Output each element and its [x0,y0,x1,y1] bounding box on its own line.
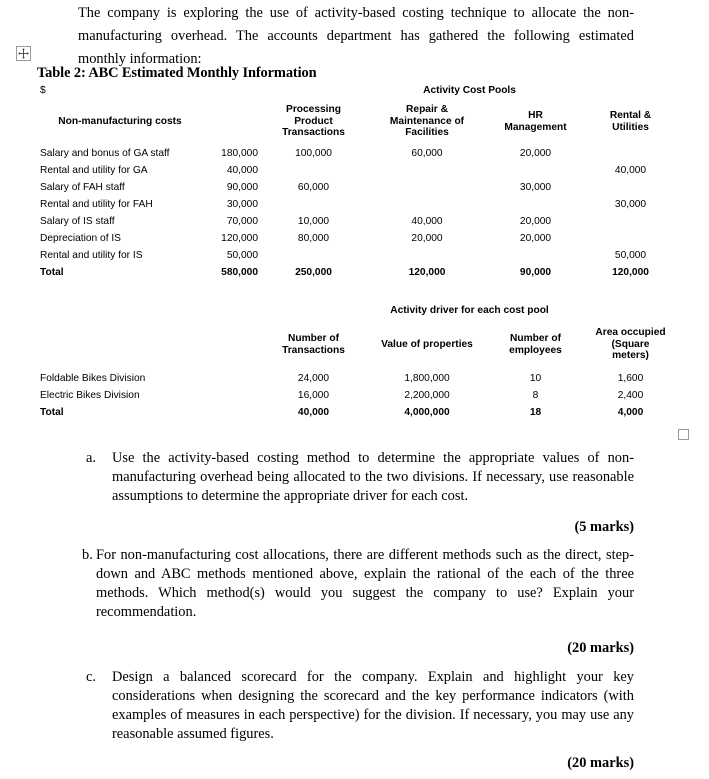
abc-total-row [37,264,678,282]
row-label: Salary and bonus of GA staff [40,147,170,159]
table-resize-handle[interactable] [678,429,689,440]
total-column-header [203,98,261,145]
driver-row-label-header [37,303,261,370]
spacer-cell [37,282,583,298]
total-label: Total [40,407,64,419]
header-line: (Square [611,338,650,350]
activity-driver-header: Activity driver for each cost pool [390,305,549,317]
total-cell-area: 4,000 [617,407,644,419]
move-cross-icon [17,47,30,60]
table-row [37,387,678,404]
cell-total: 120,000 [221,232,258,244]
table-row [37,213,678,230]
header-line: Management [504,121,567,133]
row-label: Salary of FAH staff [40,181,125,193]
table-move-handle[interactable] [16,46,31,61]
question-c-marks: (20 marks) [567,755,634,771]
cell-repair [366,196,488,213]
cell-processing: 80,000 [297,232,330,244]
cell-total: 50,000 [226,249,258,261]
cell-total: 40,000 [226,164,258,176]
header-line: Rental & [609,110,652,121]
row-label: Salary of IS staff [40,215,115,227]
cell-total: 180,000 [221,147,258,159]
header-line: Number of [510,333,561,344]
header-line: Utilities [612,121,649,133]
driver-total-row [37,404,678,422]
table-row [37,230,678,247]
total-cell-hr: 90,000 [519,267,552,279]
cell-repair [366,162,488,179]
row-label: Depreciation of IS [40,232,121,244]
table-row [37,247,678,264]
activity-cost-pools-header: Activity Cost Pools [423,85,516,97]
total-cell-transactions: 40,000 [297,407,330,419]
total-cell-properties: 4,000,000 [404,407,450,419]
row-label: Rental and utility for FAH [40,198,153,210]
row-label: Electric Bikes Division [40,389,140,401]
table-spacer-row [37,282,678,298]
column-header-area [583,319,678,370]
row-label: Rental and utility for IS [40,249,143,261]
table-caption: Table 2: ABC Estimated Monthly Information [37,65,317,81]
table-row [37,162,678,179]
abc-estimated-monthly-table [37,84,678,298]
question-a [86,449,634,536]
cell-transactions: 16,000 [297,389,330,401]
cell-repair: 60,000 [411,147,443,159]
question-b-text: For non-manufacturing cost allocations, there are different methods such as the direct, step-down and ABC methods mentioned above, explain the rational of the each of the three methods. Which method(s) would you suggest the company to use? Explain your recommendation. [96,547,634,620]
column-header-employees [488,319,583,370]
header-line: Product [294,115,333,127]
table-row [37,196,678,213]
column-header-rental [583,98,678,145]
question-b-marker: b. [82,547,93,563]
cell-properties: 2,200,000 [404,389,450,401]
row-label: Foldable Bikes Division [40,372,146,384]
cell-rental: 30,000 [614,198,647,210]
question-b-marks: (20 marks) [567,640,634,656]
cell-rental: 50,000 [614,249,647,261]
header-line: employees [509,344,562,356]
total-cell-rental: 120,000 [612,267,649,279]
row-label: Rental and utility for GA [40,164,148,176]
column-header-processing [261,98,366,145]
cell-processing: 60,000 [297,181,330,193]
cell-total: 70,000 [226,215,258,227]
cell-area: 2,400 [617,389,644,401]
total-label: Total [40,267,64,279]
cell-hr [488,247,583,264]
column-header-repair [366,98,488,145]
header-line: Repair & [406,104,448,116]
spacer-cell [583,282,678,298]
header-line: Number of [288,333,339,344]
intro-paragraph: The company is exploring the use of activity-based costing technique to allocate the non-manufacturing overhead. The accounts department has gathered the following estimated monthly information: [78,5,634,67]
driver-header-group-row [37,303,678,319]
header-line: Transactions [282,344,345,356]
total-cell-repair: 120,000 [408,267,446,279]
question-c-marker: c. [86,669,96,685]
cell-rental [583,179,678,196]
cell-hr: 30,000 [519,181,552,193]
cell-hr: 20,000 [519,147,552,159]
cell-hr: 20,000 [519,215,552,227]
activity-driver-table [37,303,678,422]
cell-employees: 10 [529,372,542,384]
header-line: Facilities [405,127,449,139]
cell-repair: 20,000 [411,232,443,244]
header-line: Area occupied [595,327,666,339]
cell-transactions: 24,000 [297,372,330,384]
question-a-marker: a. [86,450,96,466]
column-header-properties [366,319,488,370]
cell-rental [583,230,678,247]
cell-processing: 10,000 [297,215,330,227]
question-a-text: Use the activity-based costing method to determine the appropriate values of non-manufacturing overhead being allocated to the two divisions. If necessary, use reasonable assumptions to determine the appropriate driver for each cost. [112,450,634,504]
header-line: HR [528,110,543,121]
cell-hr [488,196,583,213]
cell-rental: 40,000 [614,164,647,176]
question-c-text: Design a balanced scorecard for the company. Explain and highlight your key considerations when designing the scorecard and the key performance indicators (with examples of measures in each perspective) for the division. If necessary, you may use any reasonable assumed figures. [112,669,634,742]
column-header-transactions [261,319,366,370]
cell-total: 90,000 [226,181,258,193]
cell-repair: 40,000 [411,215,443,227]
column-header-hr [488,98,583,145]
blank-header-cell [203,84,261,98]
cell-rental [583,213,678,230]
question-a-marks: (5 marks) [574,519,634,535]
cell-processing [261,162,366,179]
table-row [37,145,678,162]
header-line: Maintenance of [389,115,465,127]
header-line: Transactions [282,127,345,139]
header-line: meters) [612,350,649,362]
cell-hr [488,162,583,179]
question-c [86,668,634,772]
abc-column-header-row [37,98,678,145]
cell-employees: 8 [532,389,539,401]
total-cell-employees: 18 [529,407,542,419]
cell-area: 1,600 [617,372,644,384]
cell-repair [366,247,488,264]
question-b [82,546,634,657]
cell-rental [583,145,678,162]
cell-processing: 100,000 [295,147,332,159]
currency-header: $ [40,85,46,97]
cell-properties: 1,800,000 [404,372,450,384]
cell-processing [261,247,366,264]
table-row [37,179,678,196]
abc-header-group-row [37,84,678,98]
header-line: Value of properties [381,338,473,350]
header-line: Processing [286,104,341,116]
cell-processing [261,196,366,213]
total-cell-processing: 250,000 [295,267,332,279]
table-row [37,370,678,387]
cell-hr: 20,000 [519,232,552,244]
cell-repair [366,179,488,196]
row-label-header: Non-manufacturing costs [58,115,182,127]
total-cell-total: 580,000 [221,267,258,279]
cell-total: 30,000 [226,198,258,210]
